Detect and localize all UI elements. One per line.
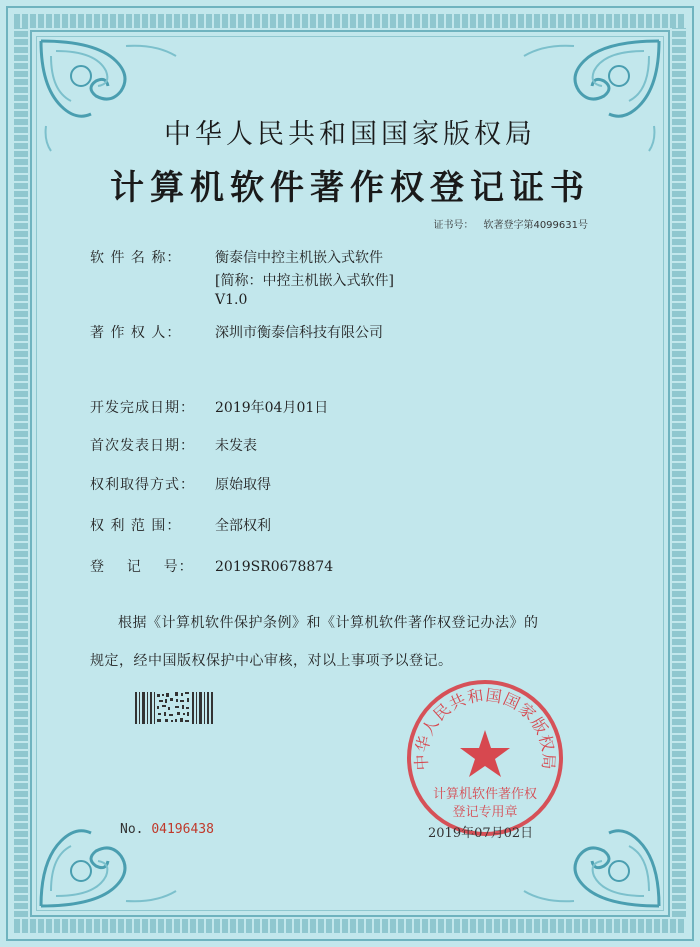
field-label: 权利取得方式： bbox=[90, 477, 195, 493]
field-label: 软 件 名 称： bbox=[90, 250, 182, 266]
field-value: 2019SR0678874 bbox=[215, 559, 334, 575]
official-seal bbox=[405, 678, 565, 838]
field-label: 登 记 号： bbox=[90, 559, 194, 575]
statement-line-1: 根据《计算机软件保护条例》和《计算机软件著作权登记办法》的 bbox=[118, 615, 539, 631]
software-short-name: [简称：中控主机嵌入式软件] bbox=[215, 273, 394, 289]
field-value: 深圳市衡泰信科技有限公司 bbox=[215, 325, 383, 341]
serial-number bbox=[120, 822, 214, 837]
field-first-publication-date bbox=[90, 435, 257, 455]
field-copyright-owner bbox=[90, 322, 383, 342]
field-label: 著 作 权 人： bbox=[90, 325, 182, 341]
field-label: 权 利 范 围： bbox=[90, 518, 182, 534]
field-label: 首次发表日期： bbox=[90, 438, 195, 454]
field-label: 开发完成日期： bbox=[90, 400, 195, 416]
field-rights-scope bbox=[90, 515, 271, 535]
issuing-authority-title: 中华人民共和国国家版权局 bbox=[164, 119, 536, 150]
seal-line-2: 登记专用章 bbox=[452, 805, 518, 820]
field-completion-date bbox=[90, 397, 328, 417]
certificate-number-value: 软著登字第4099631号 bbox=[483, 220, 588, 231]
field-value: 原始取得 bbox=[215, 477, 271, 493]
field-acquisition-method bbox=[90, 474, 271, 494]
corner-ornament-bottom-left bbox=[36, 791, 186, 911]
field-value: 未发表 bbox=[215, 438, 257, 454]
serial-value: 04196438 bbox=[151, 822, 214, 837]
barcode-image bbox=[135, 690, 213, 726]
field-software-name bbox=[90, 247, 383, 267]
certificate-number-label: 证书号： bbox=[433, 220, 474, 231]
field-value: 2019年04月01日 bbox=[215, 400, 329, 416]
serial-label: No. bbox=[120, 822, 144, 837]
field-value: 全部权利 bbox=[215, 518, 271, 534]
issue-date: 2019年07月02日 bbox=[428, 826, 534, 841]
seal-ring-text: 中华人民共和国国家版权局 bbox=[411, 685, 559, 771]
certificate-number bbox=[433, 216, 588, 231]
field-value: 衡泰信中控主机嵌入式软件 bbox=[215, 250, 383, 266]
field-registration-number bbox=[90, 556, 333, 576]
certificate-title: 计算机软件著作权登记证书 bbox=[110, 168, 590, 208]
seal-line-1: 计算机软件著作权 bbox=[432, 787, 538, 802]
statement-line-2: 规定，经中国版权保护中心审核，对以上事项予以登记。 bbox=[90, 653, 453, 669]
software-version: V1.0 bbox=[215, 292, 248, 308]
statement bbox=[90, 604, 630, 680]
